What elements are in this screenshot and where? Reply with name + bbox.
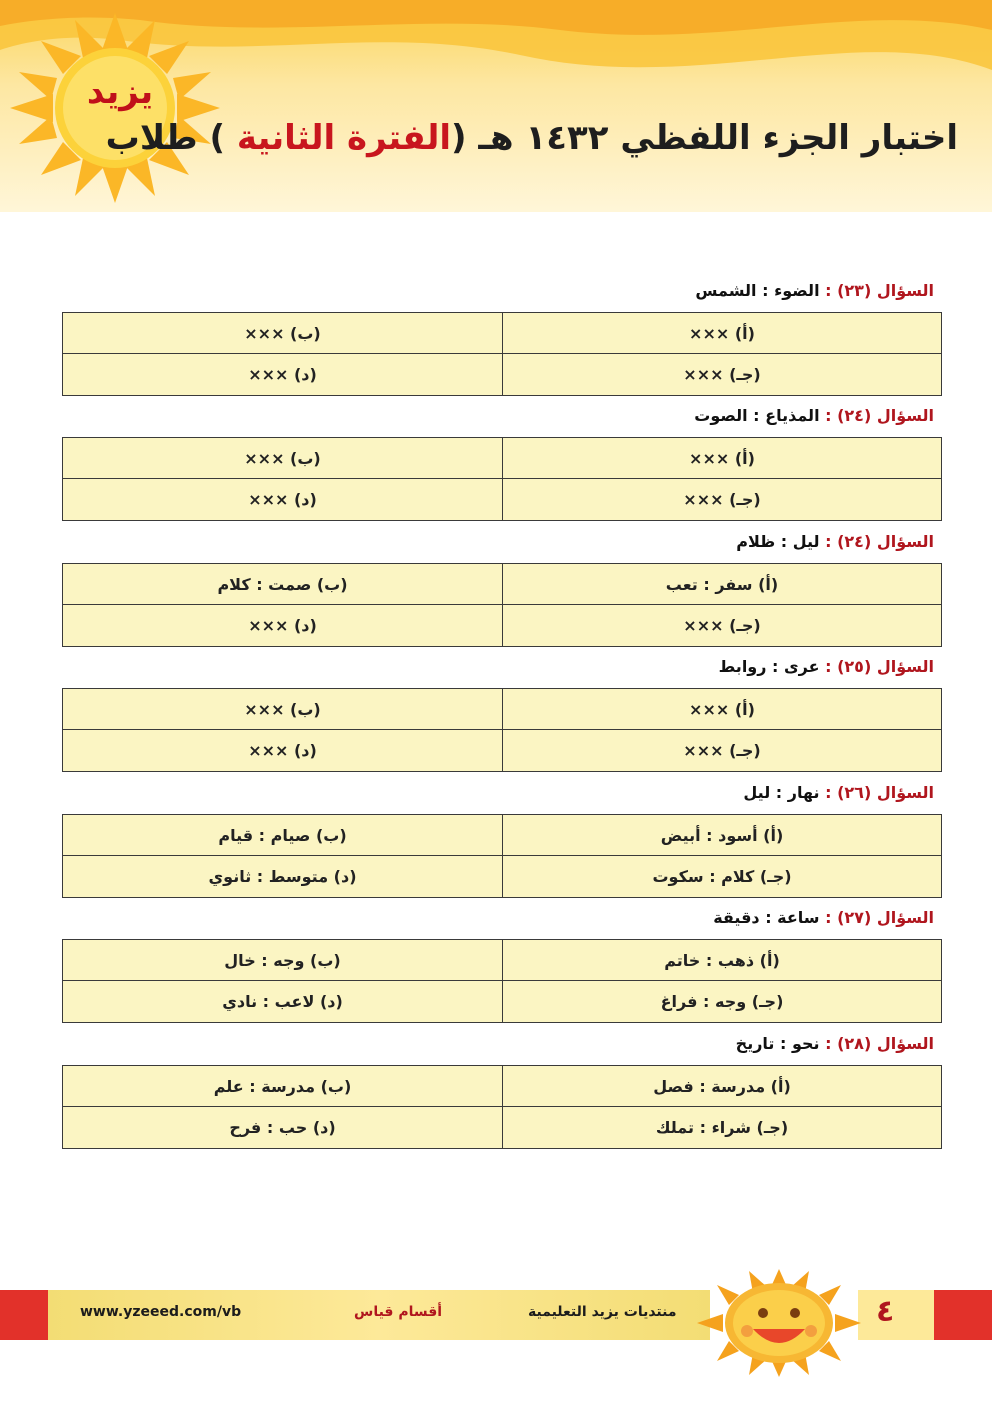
footer-forum-name: منتديات يزيد التعليمية xyxy=(528,1304,677,1320)
question-number: السؤال (٢٨) : xyxy=(825,1034,934,1053)
option-b[interactable]: (ب) مدرسة : علم xyxy=(63,1066,502,1107)
option-d[interactable]: (د) ××× xyxy=(248,490,317,509)
option-c[interactable]: (جـ) وجه : فراغ xyxy=(502,981,941,1022)
option-a[interactable]: (أ) ××× xyxy=(502,689,941,730)
question-label xyxy=(736,532,934,551)
question-text: نهار : ليل xyxy=(743,783,820,802)
option-b[interactable]: (ب) صيام : قيام xyxy=(63,815,502,856)
option-d[interactable]: (د) متوسط : ثانوي xyxy=(208,867,357,886)
footer-red-strip-right xyxy=(934,1290,992,1340)
title-end: ) طلاب xyxy=(105,118,237,158)
option-d[interactable]: (د) ××× xyxy=(248,365,317,384)
page-number-box xyxy=(858,1290,934,1340)
question-label xyxy=(736,1034,934,1053)
option-a[interactable]: (أ) أسود : أبيض xyxy=(502,815,941,856)
option-a[interactable]: (أ) سفر : تعب xyxy=(502,564,941,605)
option-d[interactable]: (د) حب : فرح xyxy=(229,1118,336,1137)
question-text: نحو : تاريخ xyxy=(735,1034,820,1053)
footer-section: أقسام قياس xyxy=(354,1304,443,1320)
option-b[interactable]: (ب) ××× xyxy=(63,438,502,479)
options-table xyxy=(62,437,942,521)
option-d[interactable]: (د) ××× xyxy=(248,616,317,635)
page-number: ٤ xyxy=(876,1294,895,1329)
smiling-sun-icon xyxy=(694,1268,864,1378)
option-c[interactable]: (جـ) شراء : تملك xyxy=(502,1107,941,1148)
footer-red-strip-left xyxy=(0,1290,48,1340)
footer-url-link[interactable]: www.yzeeed.com/vb xyxy=(80,1304,242,1320)
options-table xyxy=(62,814,942,898)
options-table xyxy=(62,312,942,396)
option-a[interactable]: (أ) ××× xyxy=(502,313,941,354)
logo-text: يزيد xyxy=(86,72,154,112)
option-a[interactable]: (أ) ذهب : خاتم xyxy=(502,940,941,981)
title-highlight: الفترة الثانية xyxy=(236,118,452,158)
options-table xyxy=(62,563,942,647)
option-c[interactable]: (جـ) ××× xyxy=(502,479,941,520)
question-number: السؤال (٢٣) : xyxy=(825,281,934,300)
question-number: السؤال (٢٥) : xyxy=(825,657,934,676)
page-header xyxy=(0,0,992,212)
question-number: السؤال (٢٦) : xyxy=(825,783,934,802)
question-text: الضوء : الشمس xyxy=(695,281,820,300)
question-label xyxy=(719,657,934,676)
question-text: ساعة : دقيقة xyxy=(713,908,820,927)
option-d[interactable]: (د) ××× xyxy=(248,741,317,760)
options-table xyxy=(62,1065,942,1149)
option-c[interactable]: (جـ) كلام : سكوت xyxy=(502,856,941,897)
option-b[interactable]: (ب) وجه : خال xyxy=(63,940,502,981)
question-label xyxy=(695,281,934,300)
question-text: عرى : روابط xyxy=(718,657,820,676)
option-c[interactable]: (جـ) ××× xyxy=(502,730,941,771)
question-text: ليل : ظلام xyxy=(736,532,820,551)
option-a[interactable]: (أ) مدرسة : فصل xyxy=(502,1066,941,1107)
option-d[interactable]: (د) لاعب : نادي xyxy=(222,992,343,1011)
question-number: السؤال (٢٤) : xyxy=(825,532,934,551)
question-label xyxy=(694,406,934,425)
option-b[interactable]: (ب) صمت : كلام xyxy=(63,564,502,605)
page-title xyxy=(106,118,958,158)
options-table xyxy=(62,688,942,772)
option-b[interactable]: (ب) ××× xyxy=(63,313,502,354)
options-table xyxy=(62,939,942,1023)
option-c[interactable]: (جـ) ××× xyxy=(502,354,941,395)
question-label xyxy=(713,908,934,927)
question-number: السؤال (٢٧) : xyxy=(825,908,934,927)
question-label xyxy=(743,783,934,802)
title-main: اختبار الجزء اللفظي ١٤٣٢ هـ ( xyxy=(451,118,958,158)
option-a[interactable]: (أ) ××× xyxy=(502,438,941,479)
question-number: السؤال (٢٤) : xyxy=(825,406,934,425)
option-c[interactable]: (جـ) ××× xyxy=(502,605,941,646)
option-b[interactable]: (ب) ××× xyxy=(63,689,502,730)
question-text: المذياع : الصوت xyxy=(694,406,820,425)
